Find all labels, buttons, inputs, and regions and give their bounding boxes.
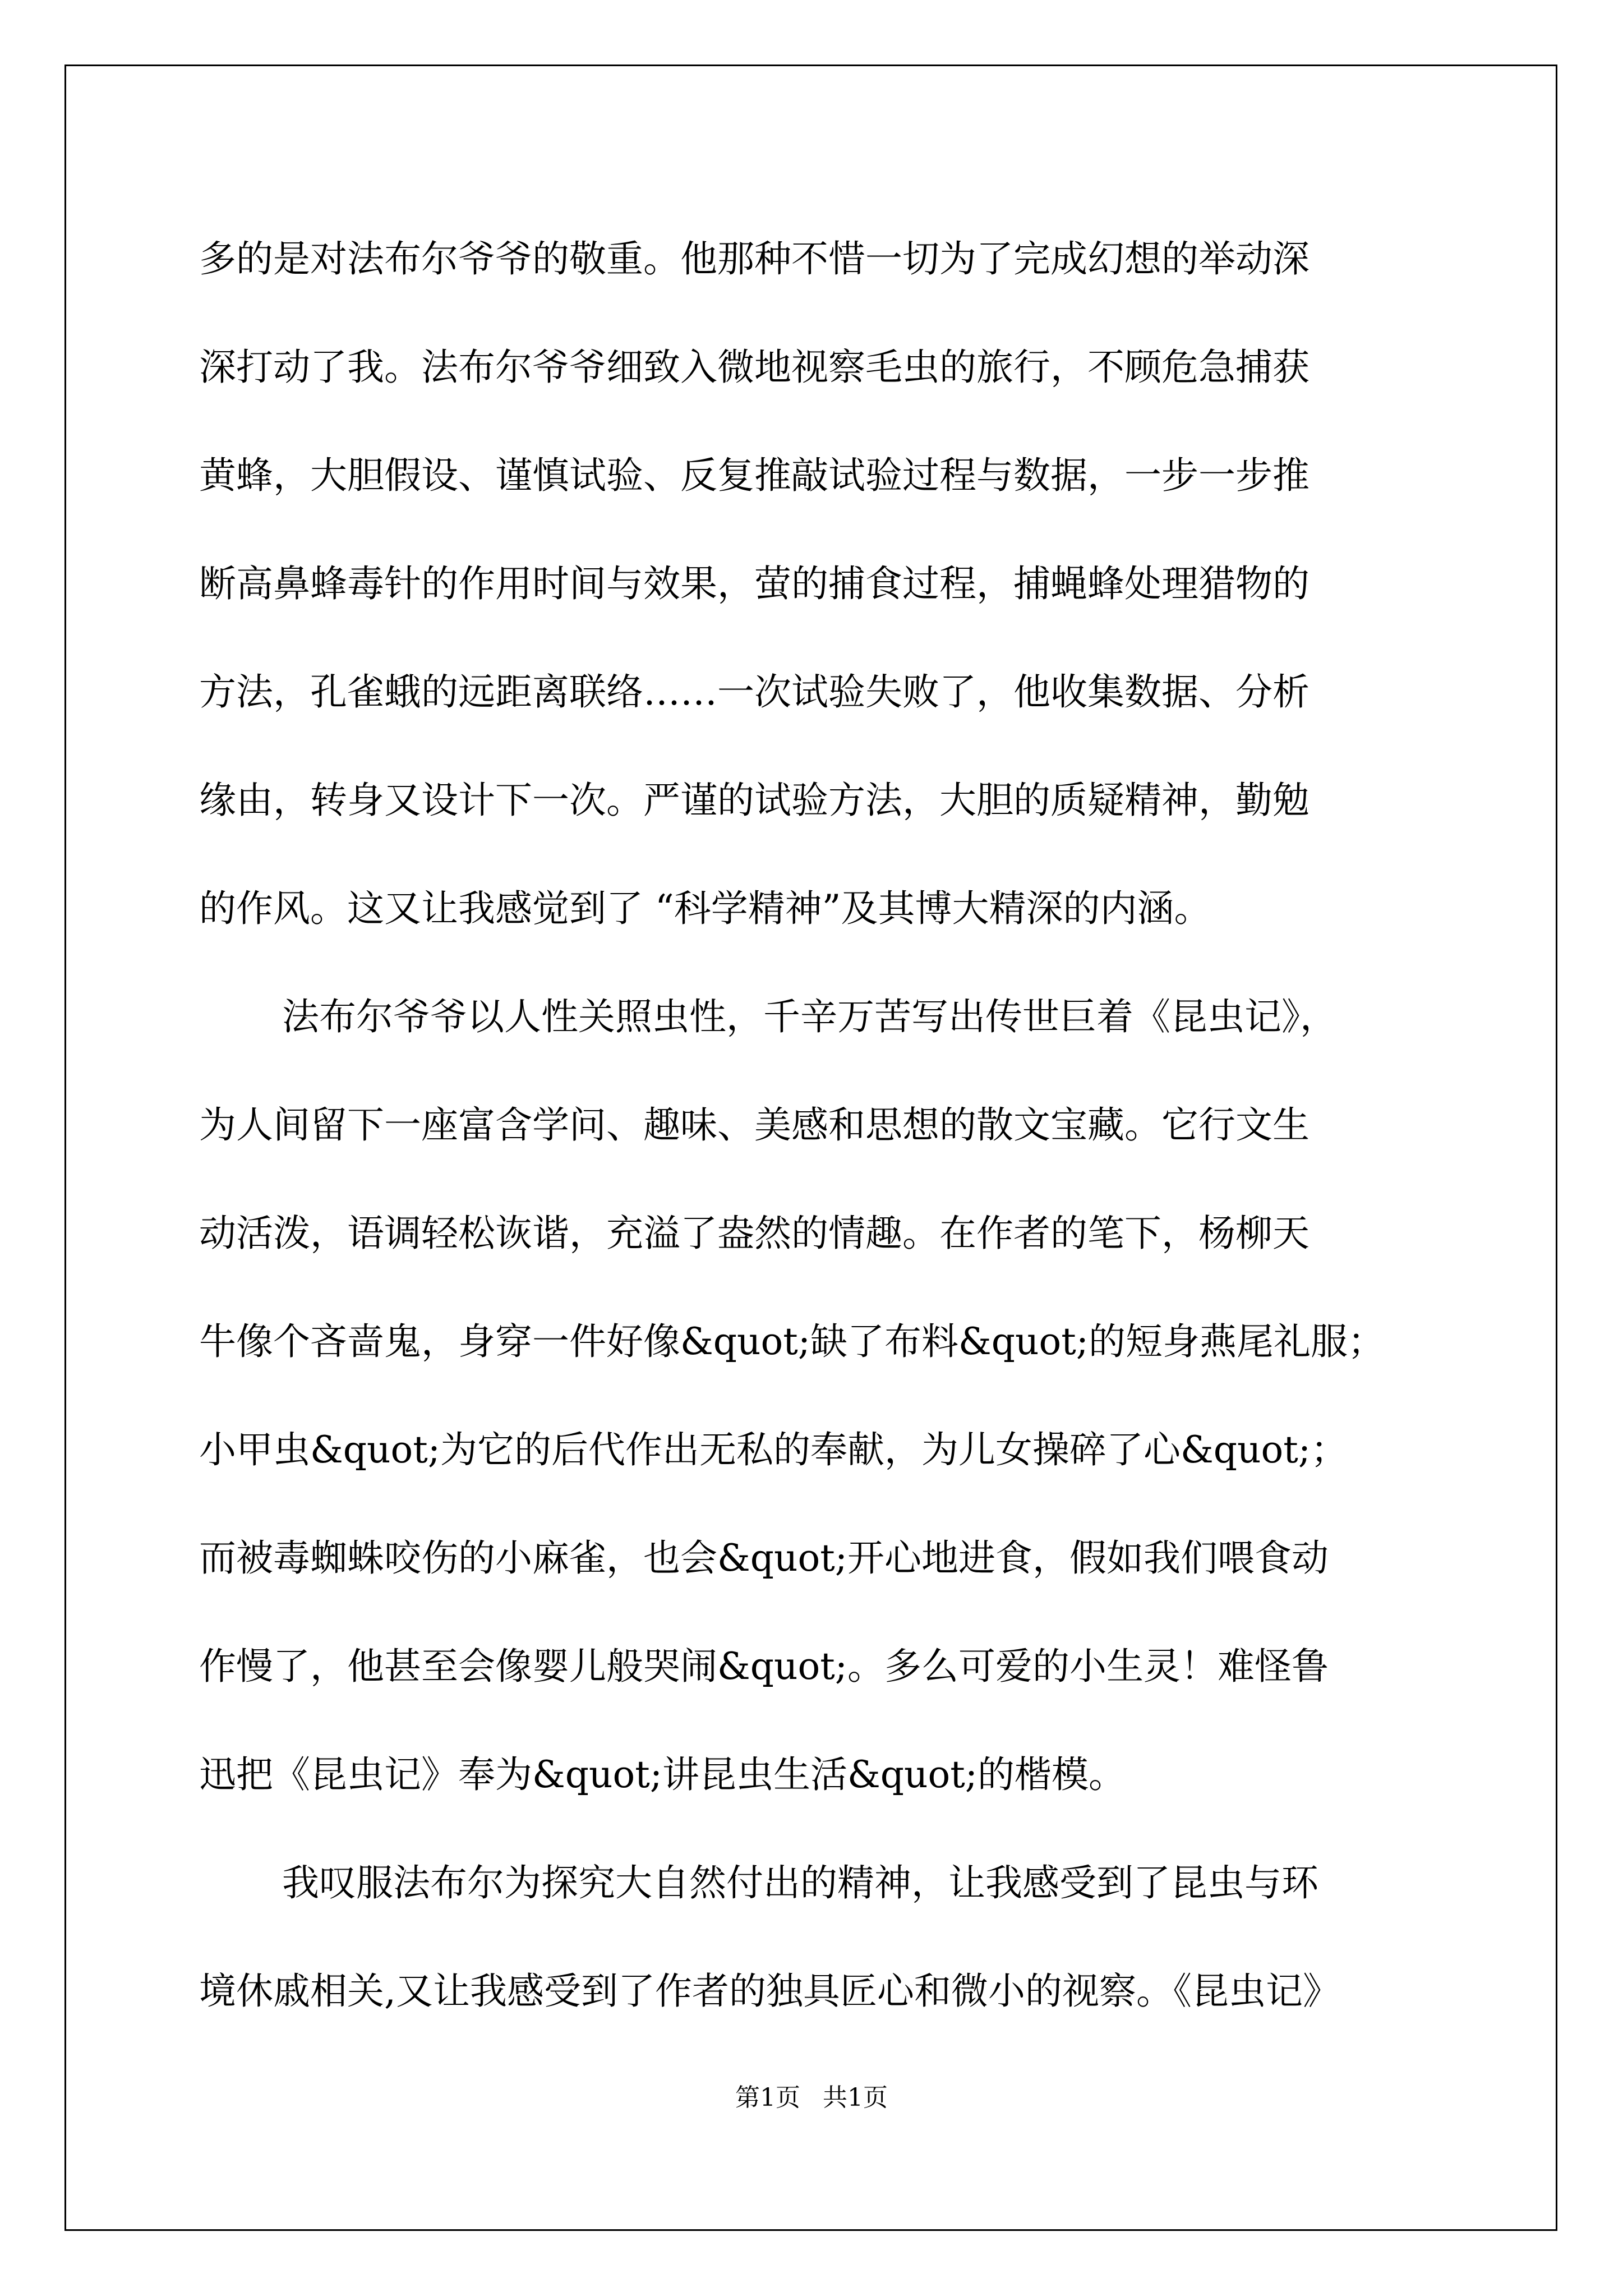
page-number-current: 第1页	[735, 2083, 800, 2112]
paragraph-line: 深打动了我。法布尔爷爷细致入微地视察毛虫的旅行，不顾危急捕获	[199, 346, 1310, 389]
paragraph-line: 黄蜂，大胆假设、谨慎试验、反复推敲试验过程与数据，一步一步推	[199, 454, 1310, 497]
paragraph-line: 缘由，转身又设计下一次。严谨的试验方法，大胆的质疑精神，勤勉	[199, 779, 1310, 822]
document-body	[199, 205, 1433, 2045]
paragraph-line: 牛像个吝啬鬼，身穿一件好像&quot;缺了布料&quot;的短身燕尾礼服；	[199, 1320, 1385, 1363]
paragraph-line: 为人间留下一座富含学问、趣味、美感和思想的散文宝藏。它行文生	[199, 1103, 1310, 1147]
paragraph-first-line: 法布尔爷爷以人性关照虫性，千辛万苦写出传世巨着《昆虫记》，	[282, 995, 1337, 1038]
paragraph-line: 多的是对法布尔爷爷的敬重。他那种不惜一切为了完成幻想的举动深	[199, 237, 1310, 280]
paragraph-line: 而被毒蜘蛛咬伤的小麻雀，也会&quot;开心地进食，假如我们喂食动	[199, 1536, 1329, 1580]
paragraph-line: 动活泼，语调轻松诙谐，充溢了盎然的情趣。在作者的笔下，杨柳天	[199, 1212, 1310, 1255]
page-number-total: 共1页	[823, 2083, 888, 2112]
paragraph-line: 小甲虫&quot;为它的后代作出无私的奉献，为儿女操碎了心&quot;；	[199, 1428, 1348, 1471]
paragraph-line: 方法，孔雀蛾的远距离联络……一次试验失败了，他收集数据、分析	[199, 670, 1310, 714]
page-footer	[0, 2081, 1623, 2115]
paragraph-line: 迅把《昆虫记》奉为&quot;讲昆虫生活&quot;的楷模。	[199, 1753, 1126, 1796]
paragraph-line: 境休戚相关,又让我感受到了作者的独具匠心和微小的视察。《昆虫记》	[199, 1970, 1340, 2013]
paragraph-first-line: 我叹服法布尔为探究大自然付出的精神，让我感受到了昆虫与环	[282, 1861, 1318, 1904]
paragraph-line: 的作风。这又让我感觉到了 “科学精神”及其博大精深的内涵。	[199, 887, 1211, 930]
paragraph-line: 作慢了，他甚至会像婴儿般哭闹&quot;。多么可爱的小生灵！难怪鲁	[199, 1645, 1329, 1688]
paragraph-line: 断高鼻蜂毒针的作用时间与效果，萤的捕食过程，捕蝇蜂处理猎物的	[199, 562, 1310, 605]
